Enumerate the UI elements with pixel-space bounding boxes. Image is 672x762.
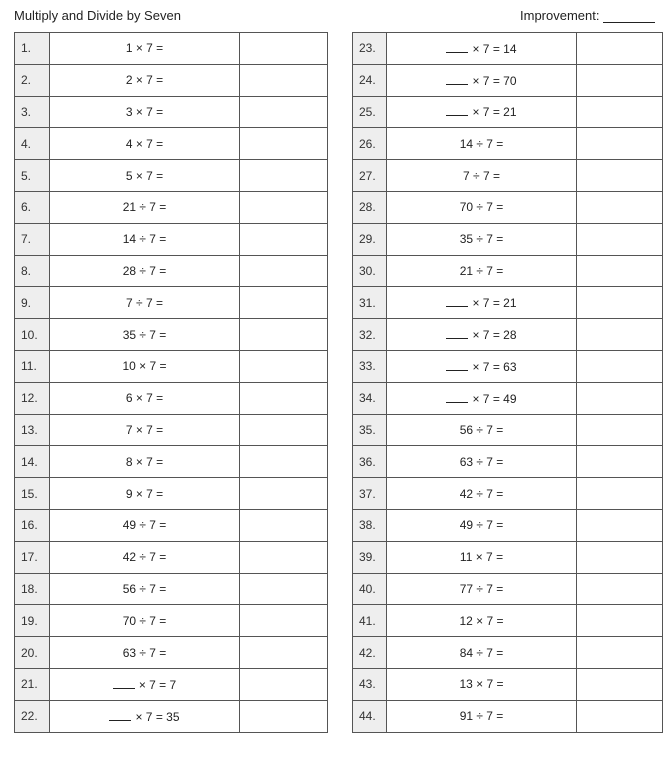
problem-row <box>353 446 663 478</box>
problem-row <box>15 573 328 605</box>
problem-text: 11 × 7 = <box>459 550 504 565</box>
problem-expression <box>387 223 577 255</box>
problem-number: 32. <box>353 319 387 351</box>
answer-box[interactable] <box>577 350 663 382</box>
problem-number: 25. <box>353 96 387 128</box>
problem-number: 21. <box>15 668 50 700</box>
answer-box[interactable] <box>577 700 663 732</box>
problem-row <box>353 287 663 319</box>
answer-box[interactable] <box>240 33 328 65</box>
problem-row <box>15 478 328 510</box>
problem-row <box>15 700 328 732</box>
answer-blank[interactable] <box>446 327 468 339</box>
answer-box[interactable] <box>577 255 663 287</box>
answer-box[interactable] <box>577 33 663 65</box>
problem-expression <box>387 573 577 605</box>
problem-text: 91 ÷ 7 = <box>459 709 504 724</box>
problem-row <box>353 128 663 160</box>
answer-box[interactable] <box>240 668 328 700</box>
problem-expression <box>387 414 577 446</box>
problem-number: 7. <box>15 223 50 255</box>
problem-number: 43. <box>353 668 387 700</box>
problem-text: 13 × 7 = <box>459 677 504 692</box>
problem-row <box>353 382 663 414</box>
left-problem-table <box>14 32 328 733</box>
problem-expression <box>50 478 240 510</box>
problem-row <box>15 350 328 382</box>
answer-box[interactable] <box>577 287 663 319</box>
problem-number: 6. <box>15 191 50 223</box>
answer-box[interactable] <box>240 573 328 605</box>
problem-row <box>15 541 328 573</box>
problem-expression <box>387 191 577 223</box>
problem-text: 6 × 7 = <box>125 391 164 406</box>
problem-row <box>15 255 328 287</box>
problem-text: 63 ÷ 7 = <box>459 454 504 469</box>
problem-expression <box>50 64 240 96</box>
problem-text: 14 ÷ 7 = <box>459 136 504 151</box>
answer-box[interactable] <box>240 350 328 382</box>
problem-number: 39. <box>353 541 387 573</box>
improvement-blank[interactable] <box>603 10 655 23</box>
problem-text: 42 ÷ 7 = <box>122 550 167 565</box>
problem-text: 70 ÷ 7 = <box>459 200 504 215</box>
problem-number: 40. <box>353 573 387 605</box>
problem-row <box>353 350 663 382</box>
answer-box[interactable] <box>240 382 328 414</box>
problem-number: 31. <box>353 287 387 319</box>
problem-number: 11. <box>15 350 50 382</box>
answer-blank[interactable] <box>446 391 468 403</box>
problem-number: 37. <box>353 478 387 510</box>
problem-row <box>15 637 328 669</box>
problem-number: 8. <box>15 255 50 287</box>
problem-number: 23. <box>353 33 387 65</box>
problem-row <box>353 191 663 223</box>
problem-expression <box>387 446 577 478</box>
problem-row <box>353 96 663 128</box>
problem-text: 9 × 7 = <box>125 486 164 501</box>
problem-text: 35 ÷ 7 = <box>122 327 167 342</box>
problem-number: 1. <box>15 33 50 65</box>
problem-row <box>15 509 328 541</box>
problem-expression <box>50 287 240 319</box>
problem-text: 21 ÷ 7 = <box>459 263 504 278</box>
problem-number: 18. <box>15 573 50 605</box>
answer-box[interactable] <box>240 541 328 573</box>
improvement-field <box>520 8 655 23</box>
problem-number: 15. <box>15 478 50 510</box>
right-problem-table <box>352 32 663 733</box>
problem-row <box>353 509 663 541</box>
problem-number: 35. <box>353 414 387 446</box>
problem-text: 28 ÷ 7 = <box>122 263 167 278</box>
problem-expression <box>387 605 577 637</box>
problem-text: × 7 = 49 <box>472 391 517 406</box>
problem-number: 24. <box>353 64 387 96</box>
problem-number: 22. <box>15 700 50 732</box>
answer-blank[interactable] <box>109 709 131 721</box>
problem-number: 17. <box>15 541 50 573</box>
answer-box[interactable] <box>240 223 328 255</box>
problem-expression <box>387 33 577 65</box>
answer-box[interactable] <box>577 573 663 605</box>
problem-text: 77 ÷ 7 = <box>459 581 504 596</box>
problem-text: 56 ÷ 7 = <box>122 581 167 596</box>
problem-number: 13. <box>15 414 50 446</box>
problem-number: 12. <box>15 382 50 414</box>
problem-number: 9. <box>15 287 50 319</box>
problem-number: 2. <box>15 64 50 96</box>
problem-expression <box>50 605 240 637</box>
answer-blank[interactable] <box>113 677 135 689</box>
problem-expression <box>50 573 240 605</box>
problem-row <box>15 668 328 700</box>
problem-row <box>353 64 663 96</box>
problem-expression <box>387 255 577 287</box>
answer-box[interactable] <box>240 160 328 192</box>
problem-row <box>15 96 328 128</box>
problem-expression <box>50 382 240 414</box>
answer-box[interactable] <box>577 509 663 541</box>
problem-row <box>15 191 328 223</box>
problem-text: × 7 = 28 <box>472 328 517 343</box>
problem-expression <box>50 446 240 478</box>
answer-box[interactable] <box>577 64 663 96</box>
problem-expression <box>387 319 577 351</box>
answer-box[interactable] <box>577 668 663 700</box>
answer-box[interactable] <box>240 128 328 160</box>
answer-box[interactable] <box>240 96 328 128</box>
problem-expression <box>387 160 577 192</box>
improvement-label: Improvement: <box>520 8 600 23</box>
answer-box[interactable] <box>577 605 663 637</box>
problem-expression <box>50 128 240 160</box>
answer-blank[interactable] <box>446 104 468 116</box>
problem-expression <box>50 33 240 65</box>
problem-text: 12 × 7 = <box>459 613 504 628</box>
problem-row <box>15 160 328 192</box>
answer-box[interactable] <box>240 255 328 287</box>
problem-row <box>353 33 663 65</box>
problem-text: 4 × 7 = <box>125 136 164 151</box>
problem-text: 84 ÷ 7 = <box>459 645 504 660</box>
answer-box[interactable] <box>577 478 663 510</box>
answer-box[interactable] <box>240 414 328 446</box>
problem-row <box>15 319 328 351</box>
problem-row <box>353 319 663 351</box>
answer-box[interactable] <box>240 478 328 510</box>
problem-number: 27. <box>353 160 387 192</box>
answer-box[interactable] <box>240 605 328 637</box>
problem-text: 10 × 7 = <box>122 359 167 374</box>
problem-row <box>15 382 328 414</box>
answer-box[interactable] <box>577 160 663 192</box>
problem-expression <box>50 319 240 351</box>
problem-number: 10. <box>15 319 50 351</box>
problem-row <box>15 33 328 65</box>
problem-text: 5 × 7 = <box>125 168 164 183</box>
problem-row <box>353 255 663 287</box>
problem-number: 41. <box>353 605 387 637</box>
problem-expression <box>50 255 240 287</box>
problem-number: 26. <box>353 128 387 160</box>
problem-number: 42. <box>353 637 387 669</box>
problem-expression <box>50 160 240 192</box>
problem-expression <box>387 668 577 700</box>
answer-box[interactable] <box>577 414 663 446</box>
problem-text: × 7 = 35 <box>135 709 180 724</box>
answer-box[interactable] <box>240 319 328 351</box>
problem-text: 1 × 7 = <box>125 41 164 56</box>
answer-box[interactable] <box>577 637 663 669</box>
answer-box[interactable] <box>577 446 663 478</box>
problem-number: 29. <box>353 223 387 255</box>
problem-number: 5. <box>15 160 50 192</box>
answer-box[interactable] <box>577 541 663 573</box>
problem-text: × 7 = 70 <box>472 73 517 88</box>
problem-number: 28. <box>353 191 387 223</box>
answer-box[interactable] <box>240 637 328 669</box>
problem-number: 38. <box>353 509 387 541</box>
answer-box[interactable] <box>577 223 663 255</box>
problem-row <box>353 160 663 192</box>
problem-text: 7 ÷ 7 = <box>463 168 500 183</box>
answer-blank[interactable] <box>446 295 468 307</box>
problem-text: 56 ÷ 7 = <box>459 422 504 437</box>
problem-text: × 7 = 14 <box>472 41 517 56</box>
problem-text: × 7 = 21 <box>472 296 517 311</box>
problem-row <box>15 64 328 96</box>
problem-expression <box>387 64 577 96</box>
answer-box[interactable] <box>240 446 328 478</box>
problem-expression <box>50 191 240 223</box>
problem-text: 8 × 7 = <box>125 454 164 469</box>
problem-expression <box>50 541 240 573</box>
problem-number: 20. <box>15 637 50 669</box>
problem-number: 19. <box>15 605 50 637</box>
problem-text: 3 × 7 = <box>125 104 164 119</box>
problem-number: 30. <box>353 255 387 287</box>
problem-expression <box>387 350 577 382</box>
problem-row <box>353 223 663 255</box>
problem-expression <box>387 382 577 414</box>
problem-row <box>353 668 663 700</box>
answer-box[interactable] <box>240 287 328 319</box>
problem-row <box>15 128 328 160</box>
answer-box[interactable] <box>240 509 328 541</box>
problem-text: 21 ÷ 7 = <box>122 200 167 215</box>
problem-row <box>353 541 663 573</box>
answer-box[interactable] <box>577 191 663 223</box>
problem-expression <box>387 478 577 510</box>
answer-box[interactable] <box>577 96 663 128</box>
problem-number: 14. <box>15 446 50 478</box>
problem-number: 33. <box>353 350 387 382</box>
problem-row <box>353 637 663 669</box>
problem-text: × 7 = 7 <box>138 677 177 692</box>
problem-row <box>353 414 663 446</box>
problem-expression <box>387 637 577 669</box>
problem-text: 63 ÷ 7 = <box>122 645 167 660</box>
problem-number: 16. <box>15 509 50 541</box>
problem-text: 70 ÷ 7 = <box>122 613 167 628</box>
problem-expression <box>50 637 240 669</box>
problem-expression <box>50 223 240 255</box>
problem-text: 14 ÷ 7 = <box>122 232 167 247</box>
problem-row <box>353 605 663 637</box>
problem-text: 7 × 7 = <box>125 422 164 437</box>
problem-row <box>15 446 328 478</box>
answer-blank[interactable] <box>446 73 468 85</box>
problem-expression <box>50 509 240 541</box>
problem-number: 44. <box>353 700 387 732</box>
problem-text: × 7 = 63 <box>472 359 517 374</box>
answer-box[interactable] <box>240 64 328 96</box>
problem-number: 3. <box>15 96 50 128</box>
problem-expression <box>387 700 577 732</box>
answer-box[interactable] <box>577 382 663 414</box>
problem-expression <box>50 414 240 446</box>
problem-text: 35 ÷ 7 = <box>459 232 504 247</box>
problem-expression <box>50 96 240 128</box>
problem-number: 4. <box>15 128 50 160</box>
problem-text: 42 ÷ 7 = <box>459 486 504 501</box>
problem-text: 49 ÷ 7 = <box>459 518 504 533</box>
answer-box[interactable] <box>577 128 663 160</box>
answer-blank[interactable] <box>446 359 468 371</box>
problem-expression <box>50 700 240 732</box>
worksheet-title: Multiply and Divide by Seven <box>14 8 181 23</box>
problem-row <box>353 478 663 510</box>
problem-expression <box>50 350 240 382</box>
problem-row <box>15 223 328 255</box>
answer-blank[interactable] <box>446 41 468 53</box>
problem-row <box>15 414 328 446</box>
problem-expression <box>387 509 577 541</box>
answer-box[interactable] <box>577 319 663 351</box>
problem-text: × 7 = 21 <box>472 105 517 120</box>
problem-number: 36. <box>353 446 387 478</box>
problem-row <box>15 287 328 319</box>
problem-row <box>353 573 663 605</box>
problem-text: 7 ÷ 7 = <box>126 295 163 310</box>
problem-expression <box>50 668 240 700</box>
problem-number: 34. <box>353 382 387 414</box>
answer-box[interactable] <box>240 191 328 223</box>
answer-box[interactable] <box>240 700 328 732</box>
problem-row <box>15 605 328 637</box>
problem-expression <box>387 128 577 160</box>
problem-text: 2 × 7 = <box>125 73 164 88</box>
problem-expression <box>387 287 577 319</box>
problem-text: 49 ÷ 7 = <box>122 518 167 533</box>
problem-expression <box>387 541 577 573</box>
problem-expression <box>387 96 577 128</box>
problem-row <box>353 700 663 732</box>
